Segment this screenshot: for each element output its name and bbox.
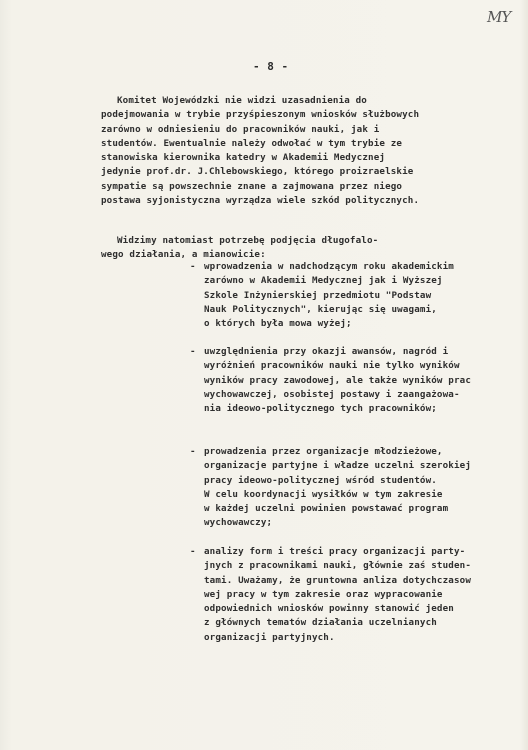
text-line: podejmowania w trybie przyśpieszonym wniosków służbowych — [101, 109, 420, 121]
bullet-dash: - — [190, 446, 196, 457]
text-line: pracy ideowo-politycznej wśród studentów. — [204, 474, 437, 486]
paragraph-1 — [101, 94, 420, 208]
text-line: Nauk Politycznych", kierując się uwagami, — [204, 303, 437, 315]
text-line: analizy form i treści pracy organizacji party- — [204, 546, 466, 557]
text-line: jedynie prof.dr. J.Chlebowskiego, którego proizraelskie — [101, 166, 414, 178]
text-line: jnych z pracownikami nauki, głównie zaś studen- — [204, 560, 472, 572]
text-line: o których była mowa wyżej; — [204, 318, 352, 330]
paragraph-2 — [101, 234, 379, 263]
bullet-dash: - — [190, 546, 196, 557]
text-line: Komitet Wojewódzki nie widzi uzasadnienia do — [117, 95, 367, 106]
text-line: odpowiednich wniosków powinny stanowić jeden — [204, 603, 454, 615]
page-number: - 8 - — [253, 60, 289, 73]
text-line: z głównych tematów działania uczelnianych — [204, 617, 437, 629]
text-line: w każdej uczelni powinien powstawać program — [204, 503, 449, 515]
text-line: wprowadzenia w nadchodzącym roku akademickim — [204, 261, 454, 272]
text-line: W celu koordynacji wysiłków w tym zakresie — [204, 488, 443, 500]
bullet-dash: - — [190, 261, 196, 272]
text-line: Widzimy natomiast potrzebę podjęcia długofalo- — [117, 235, 379, 246]
text-line: wego działania, a mianowicie: — [101, 249, 266, 261]
text-line: zarówno w odniesieniu do pracowników nauki, jak i — [101, 123, 380, 135]
text-line: postawa syjonistyczna wyrządza wiele szkód politycznych. — [101, 195, 420, 207]
corner-handwritten-mark: MY — [487, 8, 511, 26]
text-line: wyróżnień pracowników nauki nie tylko wyników — [204, 360, 460, 372]
text-line: Szkole Inżynierskiej przedmiotu "Podstaw — [204, 289, 432, 301]
text-line: prowadzenia przez organizacje młodzieżowe, — [204, 446, 443, 457]
text-line: tami. Uważamy, że gruntowna anliza dotychczasow — [204, 574, 472, 586]
text-line: sympatie są powszechnie znane a zajmowana przez niego — [101, 180, 403, 192]
bullet-dash: - — [190, 346, 196, 357]
text-line: wychowawczej, osobistej postawy i zaangażowa- — [204, 388, 460, 400]
text-line: nia ideowo-politycznego tych pracowników; — [204, 403, 437, 415]
text-line: stanowiska kierownika katedry w Akademii Medycznej — [101, 152, 386, 164]
text-line: wyników pracy zawodowej, ale także wyników prac — [204, 374, 472, 386]
text-line: organizacji partyjnych. — [204, 631, 335, 643]
text-line: wychowawczy; — [204, 517, 273, 529]
text-line: organizacje partyjne i władze uczelni szerokiej — [204, 460, 472, 472]
text-line: wej pracy w tym zakresie oraz wypracowanie — [204, 588, 443, 600]
text-line: uwzględnienia przy okazji awansów, nagród i — [204, 346, 449, 357]
text-line: zarówno w Akademii Medycznej jak i Wyższej — [204, 275, 443, 287]
text-line: studentów. Ewentualnie należy odwołać w tym trybie ze — [101, 137, 403, 149]
